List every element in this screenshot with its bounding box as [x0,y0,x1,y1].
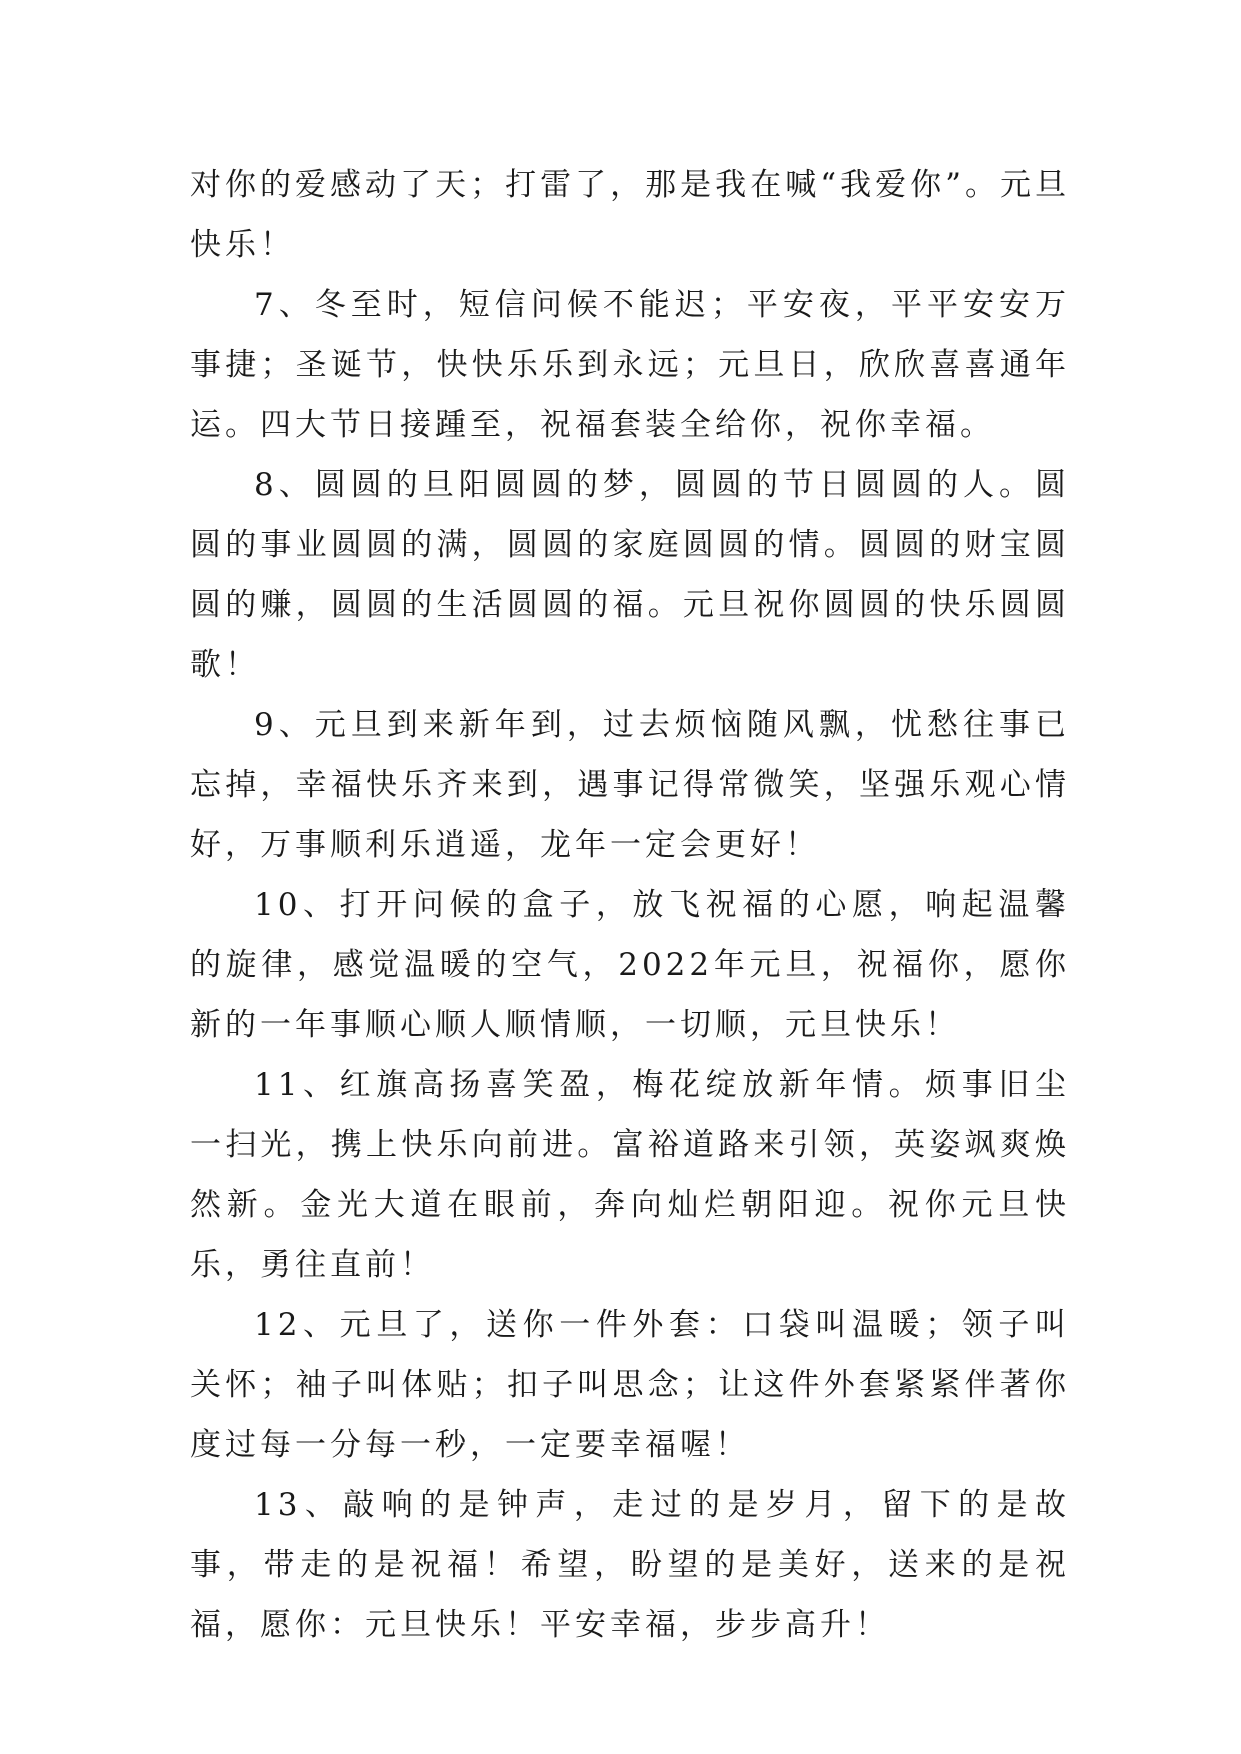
paragraph-8: 8、圆圆的旦阳圆圆的梦，圆圆的节日圆圆的人。圆圆的事业圆圆的满，圆圆的家庭圆圆的情。圆圆的财宝圆圆的赚，圆圆的生活圆圆的福。元旦祝你圆圆的快乐圆圆歌！ [190,467,1070,683]
paragraph-continued: 对你的爱感动了天；打雷了，那是我在喊“我爱你”。元旦快乐！ [190,167,1070,263]
paragraph-9: 9、元旦到来新年到，过去烦恼随风飘，忧愁往事已忘掉，幸福快乐齐来到，遇事记得常微笑，坚强乐观心情好，万事顺利乐逍遥，龙年一定会更好！ [190,707,1070,863]
paragraph-12: 12、元旦了，送你一件外套：口袋叫温暖；领子叫关怀；袖子叫体贴；扣子叫思念；让这件外套紧紧伴著你度过每一分每一秒，一定要幸福喔！ [190,1307,1070,1463]
document-body [190,155,1070,1655]
paragraph-13: 13、敲响的是钟声，走过的是岁月，留下的是故事，带走的是祝福！希望，盼望的是美好，送来的是祝福，愿你：元旦快乐！平安幸福，步步高升！ [190,1487,1070,1643]
paragraph-10: 10、打开问候的盒子，放飞祝福的心愿，响起温馨的旋律，感觉温暖的空气，2022年元旦，祝福你，愿你新的一年事顺心顺人顺情顺，一切顺，元旦快乐！ [190,887,1070,1043]
paragraph-7: 7、冬至时，短信问候不能迟；平安夜，平平安安万事捷；圣诞节，快快乐乐到永远；元旦日，欣欣喜喜通年运。四大节日接踵至，祝福套装全给你，祝你幸福。 [190,287,1070,443]
paragraph-11: 11、红旗高扬喜笑盈，梅花绽放新年情。烦事旧尘一扫光，携上快乐向前进。富裕道路来引领，英姿飒爽焕然新。金光大道在眼前，奔向灿烂朝阳迎。祝你元旦快乐，勇往直前！ [190,1067,1070,1283]
